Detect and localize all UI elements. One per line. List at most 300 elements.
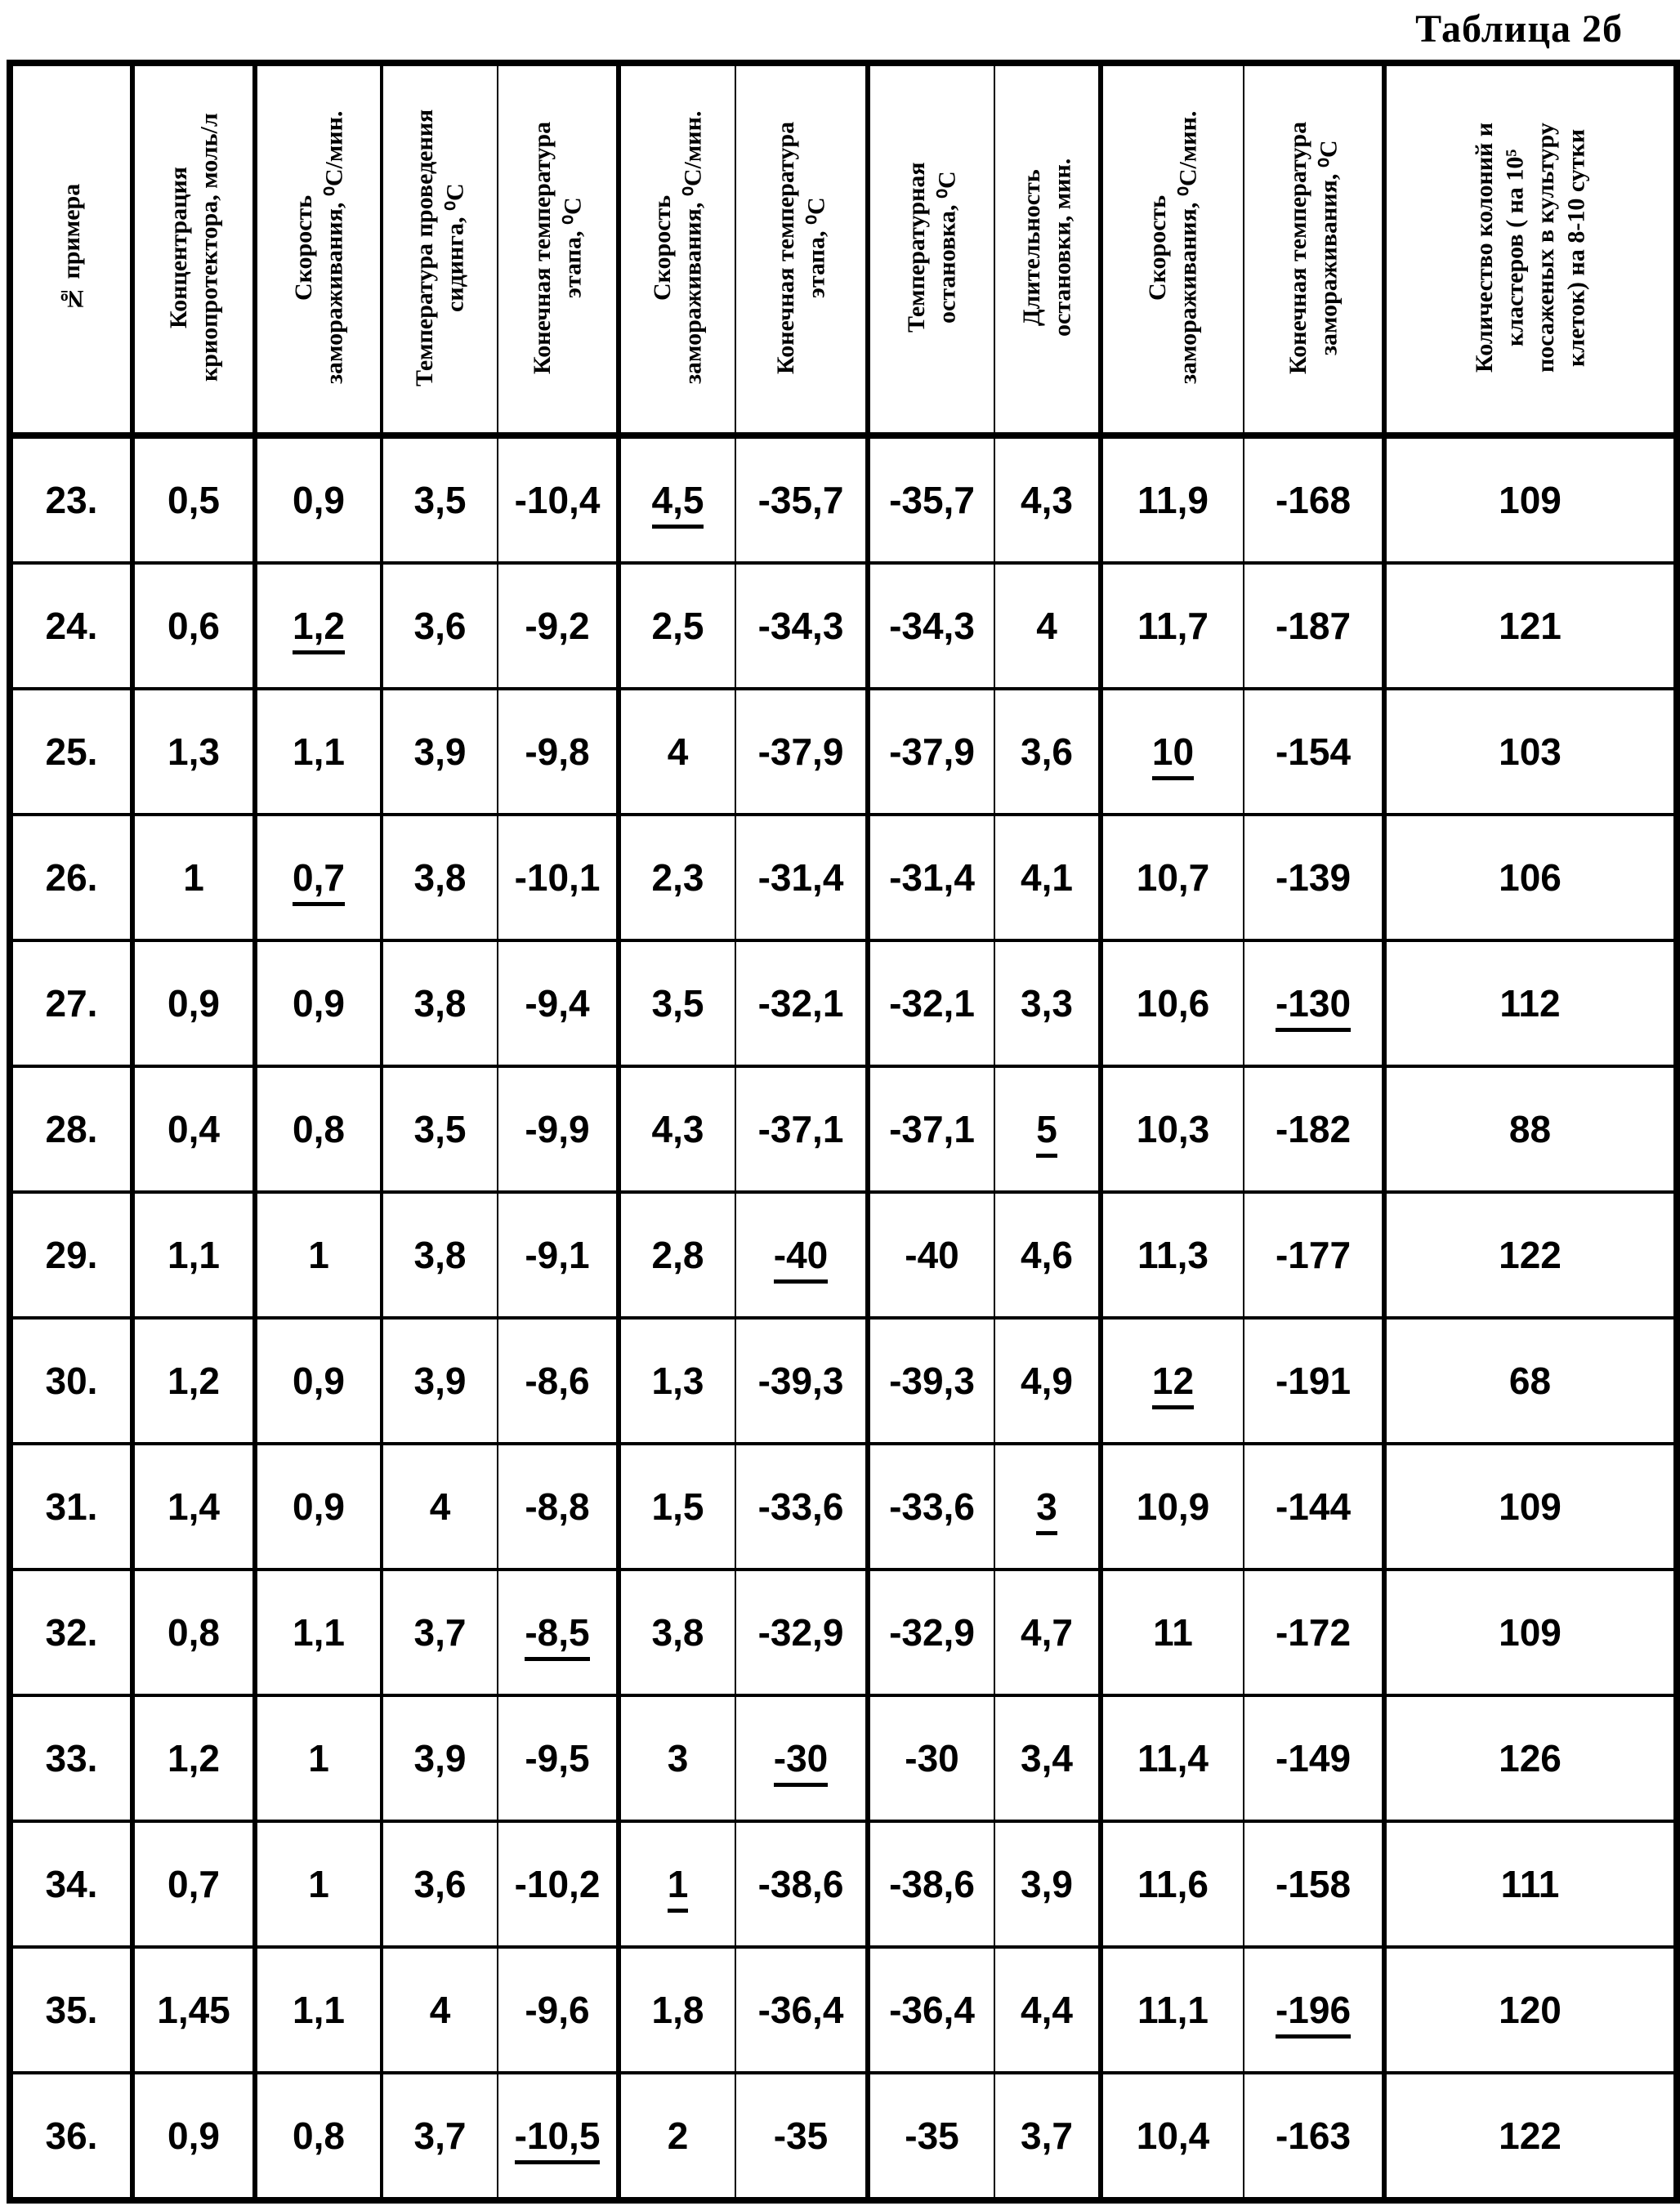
table-title: Таблица 2б <box>1415 7 1623 51</box>
cell-value: 3,9 <box>413 1737 467 1780</box>
value-cell <box>132 1444 255 1570</box>
table-row <box>10 689 1677 815</box>
value-cell <box>1101 1066 1244 1192</box>
cell-value: 4,9 <box>1021 1360 1073 1402</box>
value-cell <box>132 1570 255 1695</box>
column-header-4 <box>382 63 498 435</box>
table-row <box>10 1318 1677 1444</box>
value-cell <box>1244 940 1384 1066</box>
cell-value: -9,4 <box>525 982 590 1025</box>
example-number-cell: 23. <box>10 435 132 563</box>
cell-value: 1 <box>183 856 204 899</box>
value-cell <box>619 1947 735 2073</box>
value-cell <box>382 2073 498 2200</box>
cell-value: -32,1 <box>889 982 975 1025</box>
value-cell <box>735 1192 868 1318</box>
value-cell <box>1244 1318 1384 1444</box>
cell-value: 1,1 <box>293 1611 345 1654</box>
cell-value: 3,5 <box>413 1108 467 1150</box>
value-cell <box>498 563 619 689</box>
value-cell <box>1384 1821 1677 1947</box>
value-cell <box>498 1570 619 1695</box>
cell-value: -177 <box>1275 1234 1352 1276</box>
cell-value: 0,8 <box>168 1611 220 1654</box>
cell-value: -37,9 <box>757 730 844 773</box>
value-cell <box>735 1821 868 1947</box>
cell-value: 4,3 <box>651 1108 704 1150</box>
column-header-label: Скорость замораживания, ⁰С/мин. <box>649 110 707 384</box>
value-cell <box>132 435 255 563</box>
value-cell <box>619 1192 735 1318</box>
cell-value: -172 <box>1275 1611 1352 1654</box>
value-cell <box>868 1570 994 1695</box>
cell-value: -37,9 <box>889 730 975 773</box>
cell-value: -36,4 <box>757 1989 844 2031</box>
cell-value: 2 <box>667 2114 689 2157</box>
value-cell <box>1101 815 1244 940</box>
table-row <box>10 563 1677 689</box>
value-cell <box>868 1947 994 2073</box>
column-header-12 <box>1384 63 1677 435</box>
cell-value: 11,7 <box>1137 605 1209 647</box>
value-cell <box>994 1192 1101 1318</box>
cell-value: 3,8 <box>413 856 467 899</box>
cell-value: -35 <box>773 2114 829 2157</box>
cell-value: -33,6 <box>889 1485 975 1528</box>
value-cell <box>1384 689 1677 815</box>
column-header-label: Концентрация криопротектора, моль/л <box>164 113 222 382</box>
value-cell <box>1384 1695 1677 1821</box>
example-number-cell: 31. <box>10 1444 132 1570</box>
value-cell <box>382 1570 498 1695</box>
value-cell <box>1101 1444 1244 1570</box>
value-cell <box>868 689 994 815</box>
cell-value: 112 <box>1499 982 1561 1025</box>
cell-value: 126 <box>1499 1737 1562 1780</box>
value-cell <box>255 435 382 563</box>
column-header-label: Количество колоний и кластеров ( на 10⁵ посаженых в культуру клеток) на 8-10 сутки <box>1470 122 1589 373</box>
value-cell <box>1384 1947 1677 2073</box>
cell-value: -33,6 <box>757 1485 844 1528</box>
value-cell <box>498 1318 619 1444</box>
value-cell <box>382 1947 498 2073</box>
value-cell <box>994 1947 1101 2073</box>
cell-value: 10,3 <box>1136 1108 1210 1150</box>
cell-value: -163 <box>1275 2114 1352 2157</box>
value-cell <box>498 1192 619 1318</box>
value-cell <box>619 1821 735 1947</box>
value-cell <box>382 1444 498 1570</box>
value-cell <box>132 2073 255 2200</box>
cell-value: -149 <box>1275 1737 1352 1780</box>
data-table <box>7 60 1680 2204</box>
cell-value: 109 <box>1499 479 1562 521</box>
value-cell <box>255 1695 382 1821</box>
value-cell <box>255 1318 382 1444</box>
value-cell <box>1384 1318 1677 1444</box>
cell-value: 11 <box>1153 1611 1193 1654</box>
cell-value: 106 <box>1499 856 1562 899</box>
cell-value: 11,3 <box>1137 1234 1209 1276</box>
cell-value: 0,9 <box>293 479 345 521</box>
cell-value: 12 <box>1152 1360 1194 1409</box>
cell-value: 11,1 <box>1137 1989 1209 2031</box>
table-row <box>10 435 1677 563</box>
value-cell <box>498 1066 619 1192</box>
cell-value: 1,5 <box>651 1485 704 1528</box>
cell-value: 0,9 <box>293 982 345 1025</box>
value-cell <box>994 435 1101 563</box>
cell-value: 3,8 <box>413 982 467 1025</box>
cell-value: -30 <box>905 1737 959 1780</box>
value-cell <box>255 2073 382 2200</box>
value-cell <box>735 1066 868 1192</box>
value-cell <box>1101 1192 1244 1318</box>
cell-value: 0,9 <box>168 2114 220 2157</box>
column-header-label: Конечная температура замораживания, ⁰С <box>1284 120 1342 374</box>
example-number-cell: 29. <box>10 1192 132 1318</box>
cell-value: -168 <box>1275 479 1352 521</box>
cell-value: 2,8 <box>651 1234 704 1276</box>
value-cell <box>994 1066 1101 1192</box>
value-cell <box>1384 815 1677 940</box>
cell-value: 5 <box>1036 1108 1057 1158</box>
cell-value: 3,7 <box>413 1611 467 1654</box>
value-cell <box>1244 1066 1384 1192</box>
cell-value: 4,6 <box>1021 1234 1073 1276</box>
value-cell <box>1384 1444 1677 1570</box>
table-row <box>10 1695 1677 1821</box>
value-cell <box>619 435 735 563</box>
table-row <box>10 1444 1677 1570</box>
cell-value: 1,8 <box>651 1989 704 2031</box>
value-cell <box>132 1947 255 2073</box>
cell-value: 4,3 <box>1021 479 1073 521</box>
value-cell <box>1244 1570 1384 1695</box>
cell-value: 0,8 <box>293 2114 345 2157</box>
value-cell <box>735 940 868 1066</box>
column-header-label: Конечная температура этапа, ⁰С <box>528 120 586 374</box>
cell-value: 1 <box>308 1863 329 1905</box>
cell-value: -35,7 <box>889 479 975 521</box>
value-cell <box>735 1318 868 1444</box>
value-cell <box>735 815 868 940</box>
value-cell <box>994 1318 1101 1444</box>
table-row <box>10 1821 1677 1947</box>
example-number-cell: 25. <box>10 689 132 815</box>
value-cell <box>994 815 1101 940</box>
cell-value: -35,7 <box>757 479 844 521</box>
table-row <box>10 1570 1677 1695</box>
value-cell <box>498 2073 619 2200</box>
value-cell <box>868 1066 994 1192</box>
cell-value: 11,6 <box>1137 1863 1209 1905</box>
cell-value: 109 <box>1499 1485 1562 1528</box>
value-cell <box>868 1444 994 1570</box>
column-header-label: № примера <box>57 182 85 312</box>
cell-value: 88 <box>1508 1108 1552 1150</box>
cell-value: -32,9 <box>757 1611 844 1654</box>
column-header-label: Температура проведения сидинга, ⁰С <box>411 108 469 386</box>
cell-value: -187 <box>1275 605 1352 647</box>
cell-value: 4,5 <box>652 479 704 529</box>
cell-value: 68 <box>1508 1360 1552 1402</box>
example-number-cell: 30. <box>10 1318 132 1444</box>
cell-value: 3 <box>1036 1485 1057 1535</box>
cell-value: 1,4 <box>168 1485 220 1528</box>
value-cell <box>735 2073 868 2200</box>
value-cell <box>735 689 868 815</box>
cell-value: 0,9 <box>293 1485 345 1528</box>
column-header-1 <box>10 63 132 435</box>
value-cell <box>498 1444 619 1570</box>
value-cell <box>1384 435 1677 563</box>
value-cell <box>1384 1570 1677 1695</box>
column-header-6 <box>619 63 735 435</box>
value-cell <box>1384 940 1677 1066</box>
value-cell <box>255 1444 382 1570</box>
value-cell <box>619 1444 735 1570</box>
column-header-label: Конечная температура этапа, ⁰С <box>771 120 829 374</box>
cell-value: -154 <box>1275 730 1352 773</box>
cell-value: 4,1 <box>1021 856 1073 899</box>
table-row <box>10 1192 1677 1318</box>
cell-value: -9,1 <box>525 1234 590 1276</box>
value-cell <box>132 563 255 689</box>
cell-value: -182 <box>1275 1108 1352 1150</box>
cell-value: 3,7 <box>413 2114 467 2157</box>
value-cell <box>619 2073 735 2200</box>
value-cell <box>735 1947 868 2073</box>
cell-value: -10,4 <box>514 479 601 521</box>
cell-value: 3,9 <box>413 730 467 773</box>
value-cell <box>382 1066 498 1192</box>
table-row <box>10 815 1677 940</box>
cell-value: -9,5 <box>525 1737 590 1780</box>
cell-value: -37,1 <box>757 1108 844 1150</box>
cell-value: 4 <box>667 730 689 773</box>
cell-value: 0,9 <box>168 982 220 1025</box>
value-cell <box>994 1444 1101 1570</box>
table-row <box>10 1066 1677 1192</box>
cell-value: -32,9 <box>889 1611 975 1654</box>
value-cell <box>255 1821 382 1947</box>
cell-value: 4,4 <box>1021 1989 1073 2031</box>
cell-value: 4,7 <box>1021 1611 1073 1654</box>
value-cell <box>255 689 382 815</box>
value-cell <box>498 435 619 563</box>
value-cell <box>132 689 255 815</box>
value-cell <box>255 940 382 1066</box>
cell-value: 3,6 <box>413 605 467 647</box>
cell-value: 1 <box>308 1234 329 1276</box>
cell-value: 1,45 <box>157 1989 230 2031</box>
column-header-9 <box>994 63 1101 435</box>
value-cell <box>1101 689 1244 815</box>
value-cell <box>132 1192 255 1318</box>
cell-value: -32,1 <box>757 982 844 1025</box>
column-header-label: Скорость замораживания, ⁰С/мин. <box>1144 110 1202 384</box>
cell-value: 122 <box>1499 1234 1562 1276</box>
cell-value: -38,6 <box>757 1863 844 1905</box>
column-header-7 <box>735 63 868 435</box>
cell-value: 3 <box>667 1737 689 1780</box>
cell-value: 0,8 <box>293 1108 345 1150</box>
value-cell <box>498 1821 619 1947</box>
cell-value: 0,6 <box>168 605 220 647</box>
cell-value: -8,8 <box>525 1485 590 1528</box>
value-cell <box>255 1192 382 1318</box>
value-cell <box>1244 1821 1384 1947</box>
cell-value: 3,3 <box>1021 982 1073 1025</box>
cell-value: 10,9 <box>1136 1485 1210 1528</box>
cell-value: -34,3 <box>757 605 844 647</box>
value-cell <box>382 940 498 1066</box>
value-cell <box>619 1318 735 1444</box>
value-cell <box>994 563 1101 689</box>
cell-value: 4 <box>429 1485 451 1528</box>
value-cell <box>382 689 498 815</box>
value-cell <box>735 1444 868 1570</box>
value-cell <box>498 815 619 940</box>
cell-value: -191 <box>1275 1360 1352 1402</box>
cell-value: -39,3 <box>889 1360 975 1402</box>
value-cell <box>1244 1444 1384 1570</box>
value-cell <box>1244 563 1384 689</box>
cell-value: 1,3 <box>168 730 220 773</box>
cell-value: 1,2 <box>168 1360 220 1402</box>
value-cell <box>619 1066 735 1192</box>
cell-value: -38,6 <box>889 1863 975 1905</box>
value-cell <box>1101 1821 1244 1947</box>
cell-value: 11,9 <box>1137 479 1209 521</box>
value-cell <box>132 1318 255 1444</box>
value-cell <box>868 815 994 940</box>
cell-value: -196 <box>1276 1989 1351 2039</box>
cell-value: 3,6 <box>1021 730 1073 773</box>
cell-value: -36,4 <box>889 1989 975 2031</box>
value-cell <box>868 2073 994 2200</box>
value-cell <box>255 1066 382 1192</box>
cell-value: 0,4 <box>168 1108 220 1150</box>
value-cell <box>994 1821 1101 1947</box>
example-number-cell: 35. <box>10 1947 132 2073</box>
cell-value: 1 <box>308 1737 329 1780</box>
value-cell <box>1244 2073 1384 2200</box>
cell-value: 10,7 <box>1136 856 1210 899</box>
value-cell <box>1244 1947 1384 2073</box>
value-cell <box>1101 2073 1244 2200</box>
value-cell <box>735 563 868 689</box>
table-row <box>10 2073 1677 2200</box>
value-cell <box>619 563 735 689</box>
value-cell <box>498 689 619 815</box>
value-cell <box>735 435 868 563</box>
value-cell <box>1101 435 1244 563</box>
value-cell <box>735 1695 868 1821</box>
column-header-label: Скорость замораживания, ⁰С/мин. <box>289 110 347 384</box>
cell-value: -9,2 <box>525 605 590 647</box>
value-cell <box>868 563 994 689</box>
cell-value: 1,1 <box>293 1989 345 2031</box>
cell-value: -130 <box>1276 982 1351 1032</box>
value-cell <box>1244 1192 1384 1318</box>
cell-value: 3,9 <box>413 1360 467 1402</box>
value-cell <box>1101 1947 1244 2073</box>
cell-value: -31,4 <box>757 856 844 899</box>
cell-value: 122 <box>1499 2114 1562 2157</box>
column-header-5 <box>498 63 619 435</box>
table-row <box>10 1947 1677 2073</box>
value-cell <box>255 1947 382 2073</box>
value-cell <box>132 940 255 1066</box>
cell-value: 120 <box>1499 1989 1562 2031</box>
example-number-cell: 33. <box>10 1695 132 1821</box>
cell-value: 2,3 <box>651 856 704 899</box>
value-cell <box>735 1570 868 1695</box>
value-cell <box>1384 2073 1677 2200</box>
value-cell <box>382 435 498 563</box>
cell-value: 10,6 <box>1136 982 1210 1025</box>
value-cell <box>1101 940 1244 1066</box>
value-cell <box>868 1821 994 1947</box>
value-cell <box>132 1066 255 1192</box>
cell-value: -144 <box>1275 1485 1352 1528</box>
cell-value: 1,1 <box>293 730 345 773</box>
value-cell <box>255 563 382 689</box>
cell-value: 121 <box>1499 605 1562 647</box>
value-cell <box>619 1570 735 1695</box>
cell-value: 3,9 <box>1021 1863 1073 1905</box>
column-header-8 <box>868 63 994 435</box>
cell-value: 1,2 <box>293 605 345 654</box>
cell-value: 0,5 <box>168 479 220 521</box>
cell-value: 1,1 <box>168 1234 220 1276</box>
value-cell <box>382 1318 498 1444</box>
cell-value: 0,7 <box>293 856 345 906</box>
table-row <box>10 940 1677 1066</box>
column-header-label: Температурная остановка, ⁰С <box>903 162 961 333</box>
value-cell <box>498 1695 619 1821</box>
cell-value: 3,4 <box>1021 1737 1073 1780</box>
value-cell <box>382 1695 498 1821</box>
cell-value: -40 <box>905 1234 959 1276</box>
value-cell <box>1384 1066 1677 1192</box>
column-header-11 <box>1244 63 1384 435</box>
value-cell <box>498 940 619 1066</box>
value-cell <box>1384 563 1677 689</box>
value-cell <box>1244 689 1384 815</box>
example-number-cell: 34. <box>10 1821 132 1947</box>
example-number-cell: 26. <box>10 815 132 940</box>
cell-value: -35 <box>905 2114 959 2157</box>
cell-value: 111 <box>1500 1863 1560 1905</box>
cell-value: -8,5 <box>525 1611 589 1661</box>
value-cell <box>1244 435 1384 563</box>
value-cell <box>1101 563 1244 689</box>
column-header-2 <box>132 63 255 435</box>
value-cell <box>382 815 498 940</box>
cell-value: -10,1 <box>514 856 601 899</box>
value-cell <box>382 1821 498 1947</box>
value-cell <box>868 1318 994 1444</box>
cell-value: 3,5 <box>651 982 704 1025</box>
column-header-label: Длительность остановки, мин. <box>1017 158 1075 337</box>
example-number-cell: 32. <box>10 1570 132 1695</box>
value-cell <box>1384 1192 1677 1318</box>
value-cell <box>1101 1695 1244 1821</box>
cell-value: 10,4 <box>1136 2114 1210 2157</box>
